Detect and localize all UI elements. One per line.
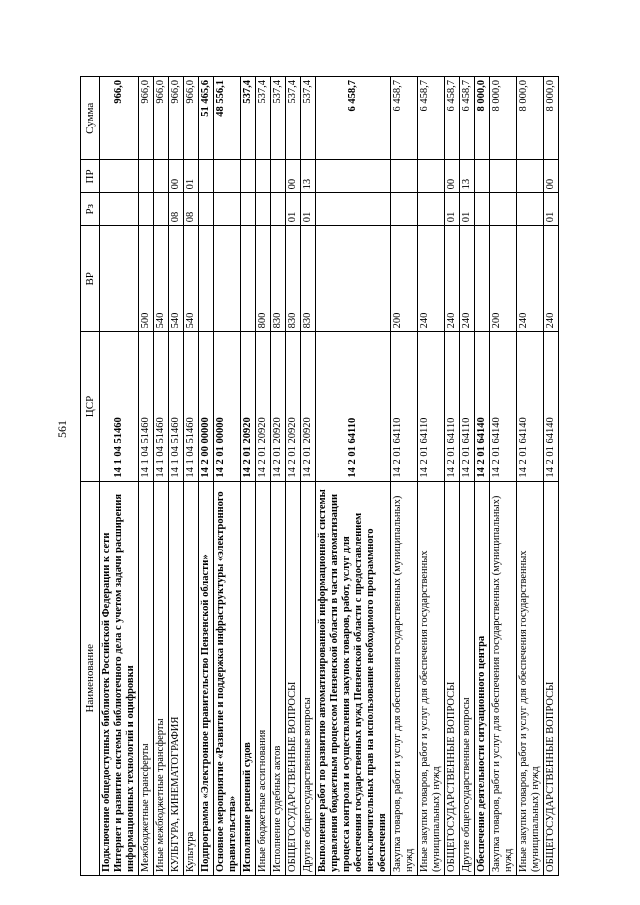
- cell-pr: [214, 160, 241, 193]
- table-row: [184, 77, 199, 876]
- cell-csr: 14 2 01 64140: [544, 332, 559, 481]
- cell-sum: 8 000,0: [490, 77, 517, 160]
- cell-rz: [490, 193, 517, 226]
- cell-vr: 240: [544, 226, 559, 332]
- table-row: [100, 77, 139, 876]
- cell-pr: 13: [460, 160, 475, 193]
- cell-vr: 830: [271, 226, 286, 332]
- cell-rz: [154, 193, 169, 226]
- cell-vr: 830: [301, 226, 316, 332]
- cell-sum: 6 458,7: [391, 77, 418, 160]
- cell-name: ОБЩЕГОСУДАРСТВЕННЫЕ ВОПРОСЫ: [445, 481, 460, 875]
- cell-rz: [271, 193, 286, 226]
- table-row: [301, 77, 316, 876]
- cell-name: Закупка товаров, работ и услуг для обеспечения государственных (муниципальных) нужд: [490, 481, 517, 875]
- cell-name: Межбюджетные трансферты: [139, 481, 154, 875]
- table-row: [475, 77, 490, 876]
- cell-rz: 01: [544, 193, 559, 226]
- cell-pr: [391, 160, 418, 193]
- cell-name: ОБЩЕГОСУДАРСТВЕННЫЕ ВОПРОСЫ: [286, 481, 301, 875]
- cell-vr: 240: [445, 226, 460, 332]
- cell-rz: [241, 193, 256, 226]
- cell-sum: 966,0: [184, 77, 199, 160]
- cell-vr: [199, 226, 214, 332]
- cell-vr: 240: [517, 226, 544, 332]
- cell-vr: 240: [418, 226, 445, 332]
- header-vr: ВР: [81, 226, 100, 332]
- cell-name: Иные бюджетные ассигнования: [256, 481, 271, 875]
- cell-sum: 8 000,0: [517, 77, 544, 160]
- cell-name: Закупка товаров, работ и услуг для обеспечения государственных (муниципальных) нужд: [391, 481, 418, 875]
- cell-csr: 14 2 01 20920: [256, 332, 271, 481]
- cell-rz: [475, 193, 490, 226]
- cell-name: Выполнение работ по развитию автоматизированной информационной системы управления бюджетным процессом Пензенской области в части автоматизации процесса контроля и осуществления закупок товаров, работ, услуг для обеспечения государственных нужд Пензенской области с предоставлением неисключительных прав на использование необходимого программного обеспечения: [316, 481, 391, 875]
- cell-rz: 01: [460, 193, 475, 226]
- cell-sum: 48 556,1: [214, 77, 241, 160]
- cell-pr: 00: [286, 160, 301, 193]
- cell-name: Иные закупки товаров, работ и услуг для обеспечения государственных (муниципальных) нужд: [418, 481, 445, 875]
- cell-name: Культура: [184, 481, 199, 875]
- cell-vr: [316, 226, 391, 332]
- cell-rz: 08: [184, 193, 199, 226]
- cell-name: КУЛЬТУРА, КИНЕМАТОГРАФИЯ: [169, 481, 184, 875]
- table-row: [256, 77, 271, 876]
- cell-rz: [139, 193, 154, 226]
- cell-sum: 51 465,6: [199, 77, 214, 160]
- table-row: [544, 77, 559, 876]
- table-row: [445, 77, 460, 876]
- cell-name: Исполнение решений судов: [241, 481, 256, 875]
- table-row: [241, 77, 256, 876]
- cell-pr: 00: [445, 160, 460, 193]
- header-name: Наименование: [81, 481, 100, 875]
- page-number: 561: [55, 420, 69, 438]
- cell-rz: 01: [286, 193, 301, 226]
- cell-vr: [214, 226, 241, 332]
- cell-csr: 14 2 01 64140: [490, 332, 517, 481]
- cell-name: ОБЩЕГОСУДАРСТВЕННЫЕ ВОПРОСЫ: [544, 481, 559, 875]
- cell-sum: 966,0: [154, 77, 169, 160]
- cell-csr: 14 1 04 51460: [184, 332, 199, 481]
- cell-name: Обеспечение деятельности ситуационного центра: [475, 481, 490, 875]
- table-row: [286, 77, 301, 876]
- cell-vr: 200: [490, 226, 517, 332]
- cell-csr: 14 2 01 64140: [475, 332, 490, 481]
- cell-pr: [418, 160, 445, 193]
- cell-vr: [241, 226, 256, 332]
- cell-csr: 14 2 00 00000: [199, 332, 214, 481]
- rotated-table-container: [80, 76, 640, 876]
- table-row: [169, 77, 184, 876]
- header-pr: ПР: [81, 160, 100, 193]
- header-sum: Сумма: [81, 77, 100, 160]
- cell-csr: 14 2 01 20920: [241, 332, 256, 481]
- cell-sum: 8 000,0: [475, 77, 490, 160]
- cell-sum: 537,4: [301, 77, 316, 160]
- cell-rz: [100, 193, 139, 226]
- cell-pr: [256, 160, 271, 193]
- cell-name: Иные межбюджетные трансферты: [154, 481, 169, 875]
- cell-csr: 14 2 01 64140: [517, 332, 544, 481]
- table-row: [139, 77, 154, 876]
- table-row: [391, 77, 418, 876]
- header-rz: Рз: [81, 193, 100, 226]
- cell-name: Исполнение судебных актов: [271, 481, 286, 875]
- cell-csr: 14 2 01 20920: [301, 332, 316, 481]
- cell-csr: 14 2 01 64110: [391, 332, 418, 481]
- cell-pr: [517, 160, 544, 193]
- table-row: [271, 77, 286, 876]
- cell-sum: 537,4: [271, 77, 286, 160]
- table-body: [100, 77, 559, 876]
- cell-vr: [475, 226, 490, 332]
- cell-rz: 01: [301, 193, 316, 226]
- table-row: [460, 77, 475, 876]
- cell-sum: 537,4: [286, 77, 301, 160]
- cell-name: Иные закупки товаров, работ и услуг для обеспечения государственных (муниципальных) нужд: [517, 481, 544, 875]
- cell-pr: [316, 160, 391, 193]
- cell-vr: 240: [460, 226, 475, 332]
- cell-vr: 540: [169, 226, 184, 332]
- cell-pr: [154, 160, 169, 193]
- cell-sum: 6 458,7: [418, 77, 445, 160]
- cell-name: Подпрограмма «Электронное правительство Пензенской области»: [199, 481, 214, 875]
- cell-vr: 500: [139, 226, 154, 332]
- table-row: [517, 77, 544, 876]
- cell-sum: 966,0: [100, 77, 139, 160]
- cell-vr: 540: [184, 226, 199, 332]
- table-header-row: [81, 77, 100, 876]
- cell-csr: 14 1 04 51460: [100, 332, 139, 481]
- cell-pr: 13: [301, 160, 316, 193]
- cell-pr: 01: [184, 160, 199, 193]
- table-row: [490, 77, 517, 876]
- cell-csr: 14 2 01 20920: [286, 332, 301, 481]
- cell-sum: 537,4: [256, 77, 271, 160]
- cell-pr: [490, 160, 517, 193]
- cell-sum: 8 000,0: [544, 77, 559, 160]
- cell-csr: 14 2 01 64110: [445, 332, 460, 481]
- cell-vr: 200: [391, 226, 418, 332]
- cell-rz: [199, 193, 214, 226]
- cell-pr: 00: [169, 160, 184, 193]
- cell-rz: 08: [169, 193, 184, 226]
- cell-name: Другие общегосударственные вопросы: [460, 481, 475, 875]
- table-row: [199, 77, 214, 876]
- cell-pr: [100, 160, 139, 193]
- cell-sum: 6 458,7: [445, 77, 460, 160]
- table-row: [316, 77, 391, 876]
- cell-csr: 14 1 04 51460: [139, 332, 154, 481]
- cell-csr: 14 2 01 20920: [271, 332, 286, 481]
- cell-csr: 14 2 01 00000: [214, 332, 241, 481]
- cell-sum: 537,4: [241, 77, 256, 160]
- cell-pr: [139, 160, 154, 193]
- cell-pr: [199, 160, 214, 193]
- cell-pr: [475, 160, 490, 193]
- cell-name: Основное мероприятие «Развитие и поддержка инфраструктуры «электронного правительства»: [214, 481, 241, 875]
- cell-rz: [214, 193, 241, 226]
- cell-pr: [241, 160, 256, 193]
- cell-name: Другие общегосударственные вопросы: [301, 481, 316, 875]
- cell-sum: 6 458,7: [316, 77, 391, 160]
- cell-sum: 6 458,7: [460, 77, 475, 160]
- cell-vr: [100, 226, 139, 332]
- budget-table: [80, 76, 559, 876]
- cell-pr: 00: [544, 160, 559, 193]
- cell-rz: [316, 193, 391, 226]
- table-row: [154, 77, 169, 876]
- table-row: [214, 77, 241, 876]
- cell-rz: [391, 193, 418, 226]
- cell-rz: [517, 193, 544, 226]
- cell-csr: 14 2 01 64110: [418, 332, 445, 481]
- cell-vr: 540: [154, 226, 169, 332]
- cell-rz: 01: [445, 193, 460, 226]
- table-row: [418, 77, 445, 876]
- cell-name: Подключение общедоступных библиотек Российской Федерации к сети Интернет и развитие системы библиотечного дела с учетом задачи расширения информационных технологий и оцифровки: [100, 481, 139, 875]
- cell-csr: 14 2 01 64110: [460, 332, 475, 481]
- cell-sum: 966,0: [169, 77, 184, 160]
- cell-sum: 966,0: [139, 77, 154, 160]
- cell-csr: 14 1 04 51460: [154, 332, 169, 481]
- cell-csr: 14 1 04 51460: [169, 332, 184, 481]
- cell-csr: 14 2 01 64110: [316, 332, 391, 481]
- cell-vr: 800: [256, 226, 271, 332]
- cell-rz: [256, 193, 271, 226]
- header-csr: ЦСР: [81, 332, 100, 481]
- cell-rz: [418, 193, 445, 226]
- cell-pr: [271, 160, 286, 193]
- cell-vr: 830: [286, 226, 301, 332]
